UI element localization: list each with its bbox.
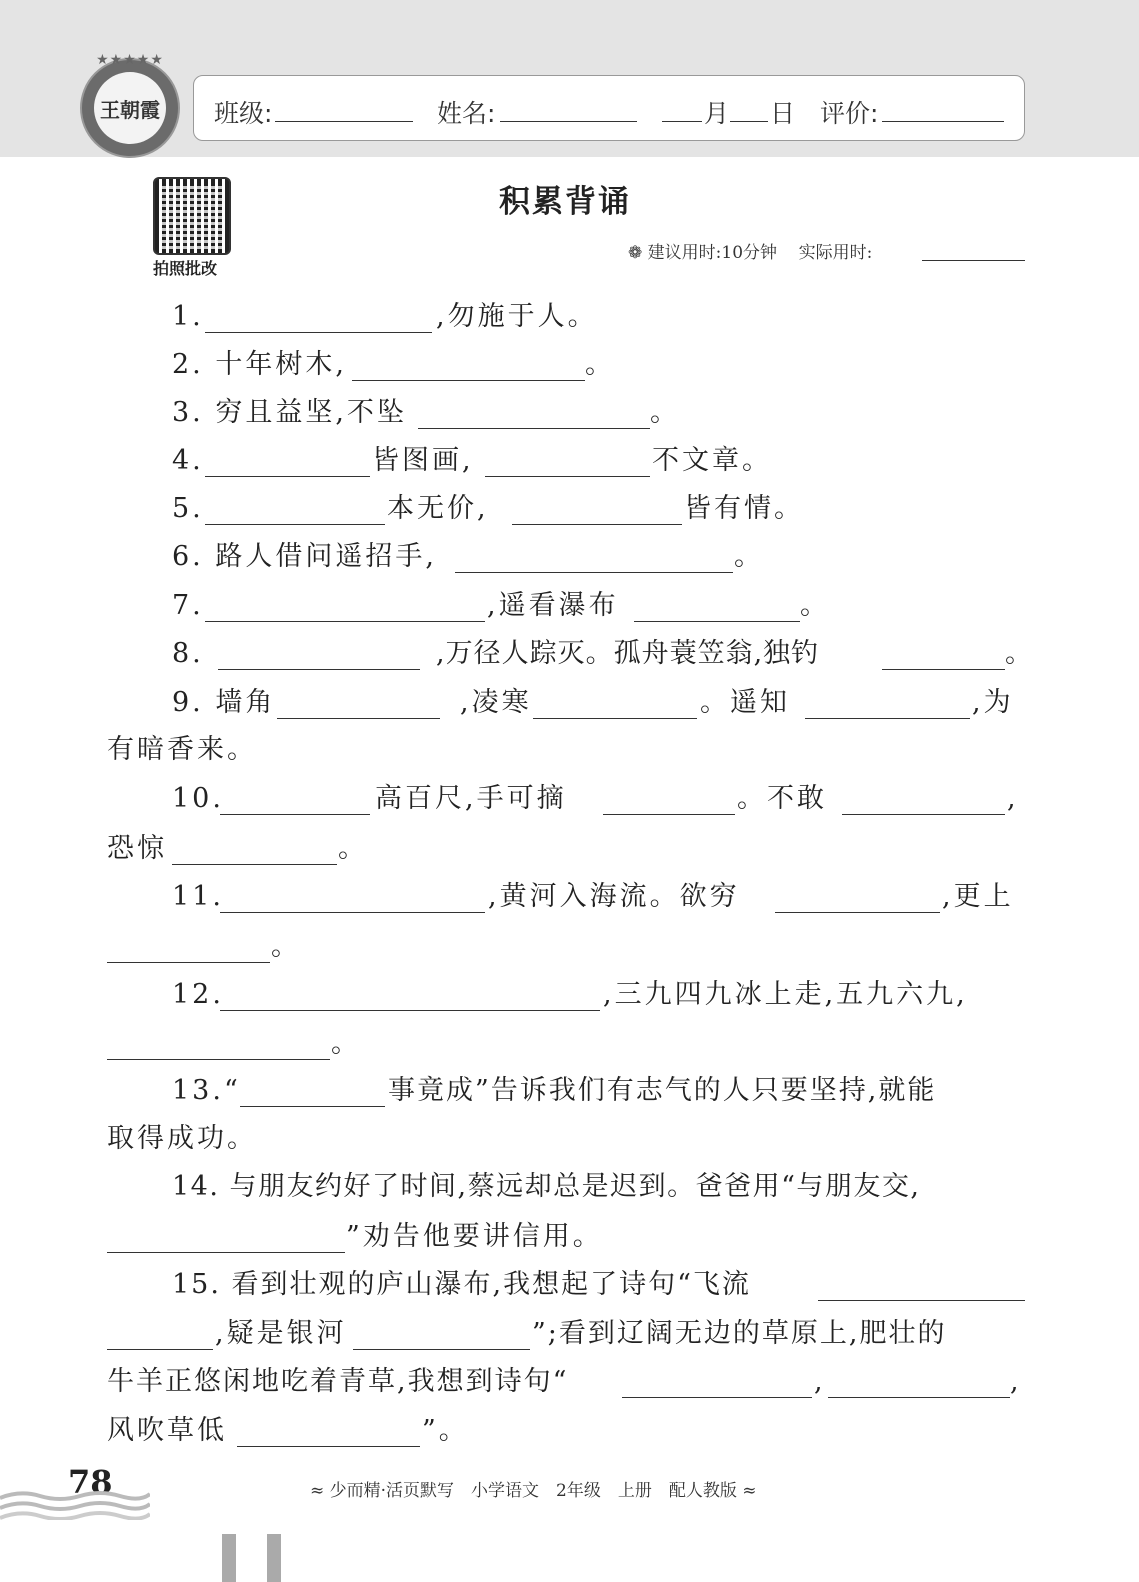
q-text: ,凌寒 [460,687,532,718]
q-text: 。不敢 [737,783,827,814]
q-text: ,黄河入海流。欲穷 [488,881,740,912]
answer-blank[interactable] [220,1010,600,1011]
q-text: 事竟成”告诉我们有志气的人只要坚持,就能 [388,1075,937,1106]
name-label: 姓名: [437,99,496,128]
month-field[interactable] [662,121,702,122]
answer-blank[interactable] [172,864,337,865]
class-field[interactable] [275,121,413,122]
q-text: , [1007,783,1019,814]
q-text: 。 [271,931,301,962]
q-text: , [1010,1366,1022,1397]
brand-logo [80,58,180,158]
logo-text: 王朝霞 [94,72,166,144]
q-text: 13.“ [172,1075,241,1106]
page-title: 积累背诵 [499,184,631,220]
answer-blank[interactable] [218,669,420,670]
q-text: ,疑是银河 [215,1318,347,1349]
answer-blank[interactable] [205,524,385,525]
q-text: ”劝告他要讲信用。 [346,1221,603,1252]
question-13-cont [0,1122,1139,1162]
q-text: 9. 墙角 [172,687,276,718]
q-text: 3. 穷且益坚,不坠 [172,397,407,428]
qr-code-icon[interactable] [153,177,231,255]
answer-blank[interactable] [205,621,485,622]
q-text: 本无价, [387,493,489,524]
wave-decoration-icon [0,1490,150,1520]
class-label: 班级: [214,99,273,128]
q-text: 1. [172,301,204,332]
q-text: 5. [172,493,204,524]
q-text: 8. [172,638,204,669]
q-text: 。 [650,397,680,428]
question-2 [0,348,1139,388]
binding-mark [222,1534,236,1582]
q-text: 牛羊正悠闲地吃着青草,我想到诗句“ [107,1366,569,1397]
answer-blank[interactable] [775,912,940,913]
eval-label: 评价: [820,99,879,128]
q-text: 15. 看到壮观的庐山瀑布,我想起了诗句“飞流 [172,1269,751,1300]
q-text: ,更上 [942,881,1014,912]
answer-blank[interactable] [353,1349,530,1350]
question-9-cont [0,733,1139,773]
answer-blank[interactable] [220,912,485,913]
answer-blank[interactable] [205,332,432,333]
q-text: 。 [1005,638,1035,669]
question-9 [0,686,1139,726]
month-label: 月 [704,99,730,128]
clock-icon: ❁ [628,243,643,263]
binding-mark [267,1534,281,1582]
answer-blank[interactable] [418,428,650,429]
answer-blank[interactable] [107,1252,345,1253]
q-text: 高百尺,手可摘 [375,783,567,814]
question-15 [0,1268,1139,1308]
question-10 [0,782,1139,822]
q-text: 。遥知 [700,687,790,718]
question-12 [0,978,1139,1018]
q-text: 风吹草低 [107,1415,227,1446]
answer-blank[interactable] [882,669,1005,670]
answer-blank[interactable] [455,572,733,573]
question-7 [0,589,1139,629]
question-14 [0,1170,1139,1210]
q-text: 。 [800,590,830,621]
question-11 [0,880,1139,920]
answer-blank[interactable] [622,1397,812,1398]
actual-time-label: 实际用时: [798,243,873,263]
q-text: 6. 路人借问遥招手, [172,541,437,572]
q-text: 不文章。 [652,445,772,476]
suggested-time: 建议用时:10分钟 [647,243,778,263]
question-14-cont [0,1220,1139,1260]
answer-blank[interactable] [107,1349,213,1350]
answer-blank[interactable] [237,1446,420,1447]
question-15-line4 [0,1414,1139,1454]
answer-blank[interactable] [603,814,735,815]
q-text: , [814,1366,826,1397]
q-text: ”;看到辽阔无边的草原上,肥壮的 [532,1318,947,1349]
question-12-cont [0,1027,1139,1067]
q-text: ,三九四九冰上走,五九六九, [603,979,968,1010]
q-text: 14. 与朋友约好了时间,蔡远却总是迟到。爸爸用“与朋友交, [172,1171,921,1202]
answer-blank[interactable] [352,380,585,381]
answer-blank[interactable] [485,476,650,477]
q-text: 有暗香来。 [107,734,257,765]
question-3 [0,396,1139,436]
answer-blank[interactable] [220,814,370,815]
star-icons: ★★★★★ [96,52,164,68]
answer-blank[interactable] [634,621,800,622]
answer-blank[interactable] [533,718,697,719]
answer-blank[interactable] [107,1059,330,1060]
student-info-box [193,75,1025,141]
q-text: 。 [734,541,764,572]
day-field[interactable] [730,121,768,122]
q-text: 。 [585,349,615,380]
time-info [628,238,872,263]
question-15-line2 [0,1317,1139,1357]
eval-field[interactable] [882,121,1004,122]
answer-blank[interactable] [828,1397,1010,1398]
answer-blank[interactable] [842,814,1005,815]
answer-blank[interactable] [240,1106,385,1107]
qr-label: 拍照批改 [153,259,218,278]
question-11-cont [0,930,1139,970]
q-text: 恐惊 [107,833,167,864]
q-text: 。 [338,833,368,864]
answer-blank[interactable] [205,476,370,477]
answer-blank[interactable] [805,718,970,719]
q-text: 皆图画, [372,445,474,476]
name-field[interactable] [500,121,637,122]
q-text: 4. [172,445,204,476]
q-text: 皆有情。 [684,493,804,524]
question-8 [0,637,1139,677]
footer-text: ≈ 少而精·活页默写 小学语文 2年级 上册 配人教版 ≈ [310,1481,757,1501]
question-1 [0,300,1139,340]
q-text: 2. 十年树木, [172,349,347,380]
page-number: 78 [68,1463,113,1501]
answer-blank[interactable] [277,718,440,719]
question-4 [0,444,1139,484]
q-text: ,勿施于人。 [436,301,598,332]
q-text: 取得成功。 [107,1123,257,1154]
question-10-cont [0,832,1139,872]
q-text: 10. [172,783,224,814]
question-15-line3 [0,1365,1139,1405]
q-text: 。 [331,1028,361,1059]
question-6 [0,540,1139,580]
question-5 [0,492,1139,532]
day-label: 日 [770,99,796,128]
q-text: ,万径人踪灭。孤舟蓑笠翁,独钓 [436,638,820,669]
q-text: 7. [172,590,204,621]
q-text: 12. [172,979,224,1010]
answer-blank[interactable] [818,1300,1025,1301]
q-text: ,遥看瀑布 [487,590,619,621]
answer-blank[interactable] [107,962,270,963]
q-text: ”。 [422,1415,469,1446]
q-text: ,为 [972,687,1014,718]
answer-blank[interactable] [512,524,682,525]
actual-time-field[interactable] [922,260,1025,261]
question-13 [0,1074,1139,1114]
q-text: 11. [172,881,224,912]
